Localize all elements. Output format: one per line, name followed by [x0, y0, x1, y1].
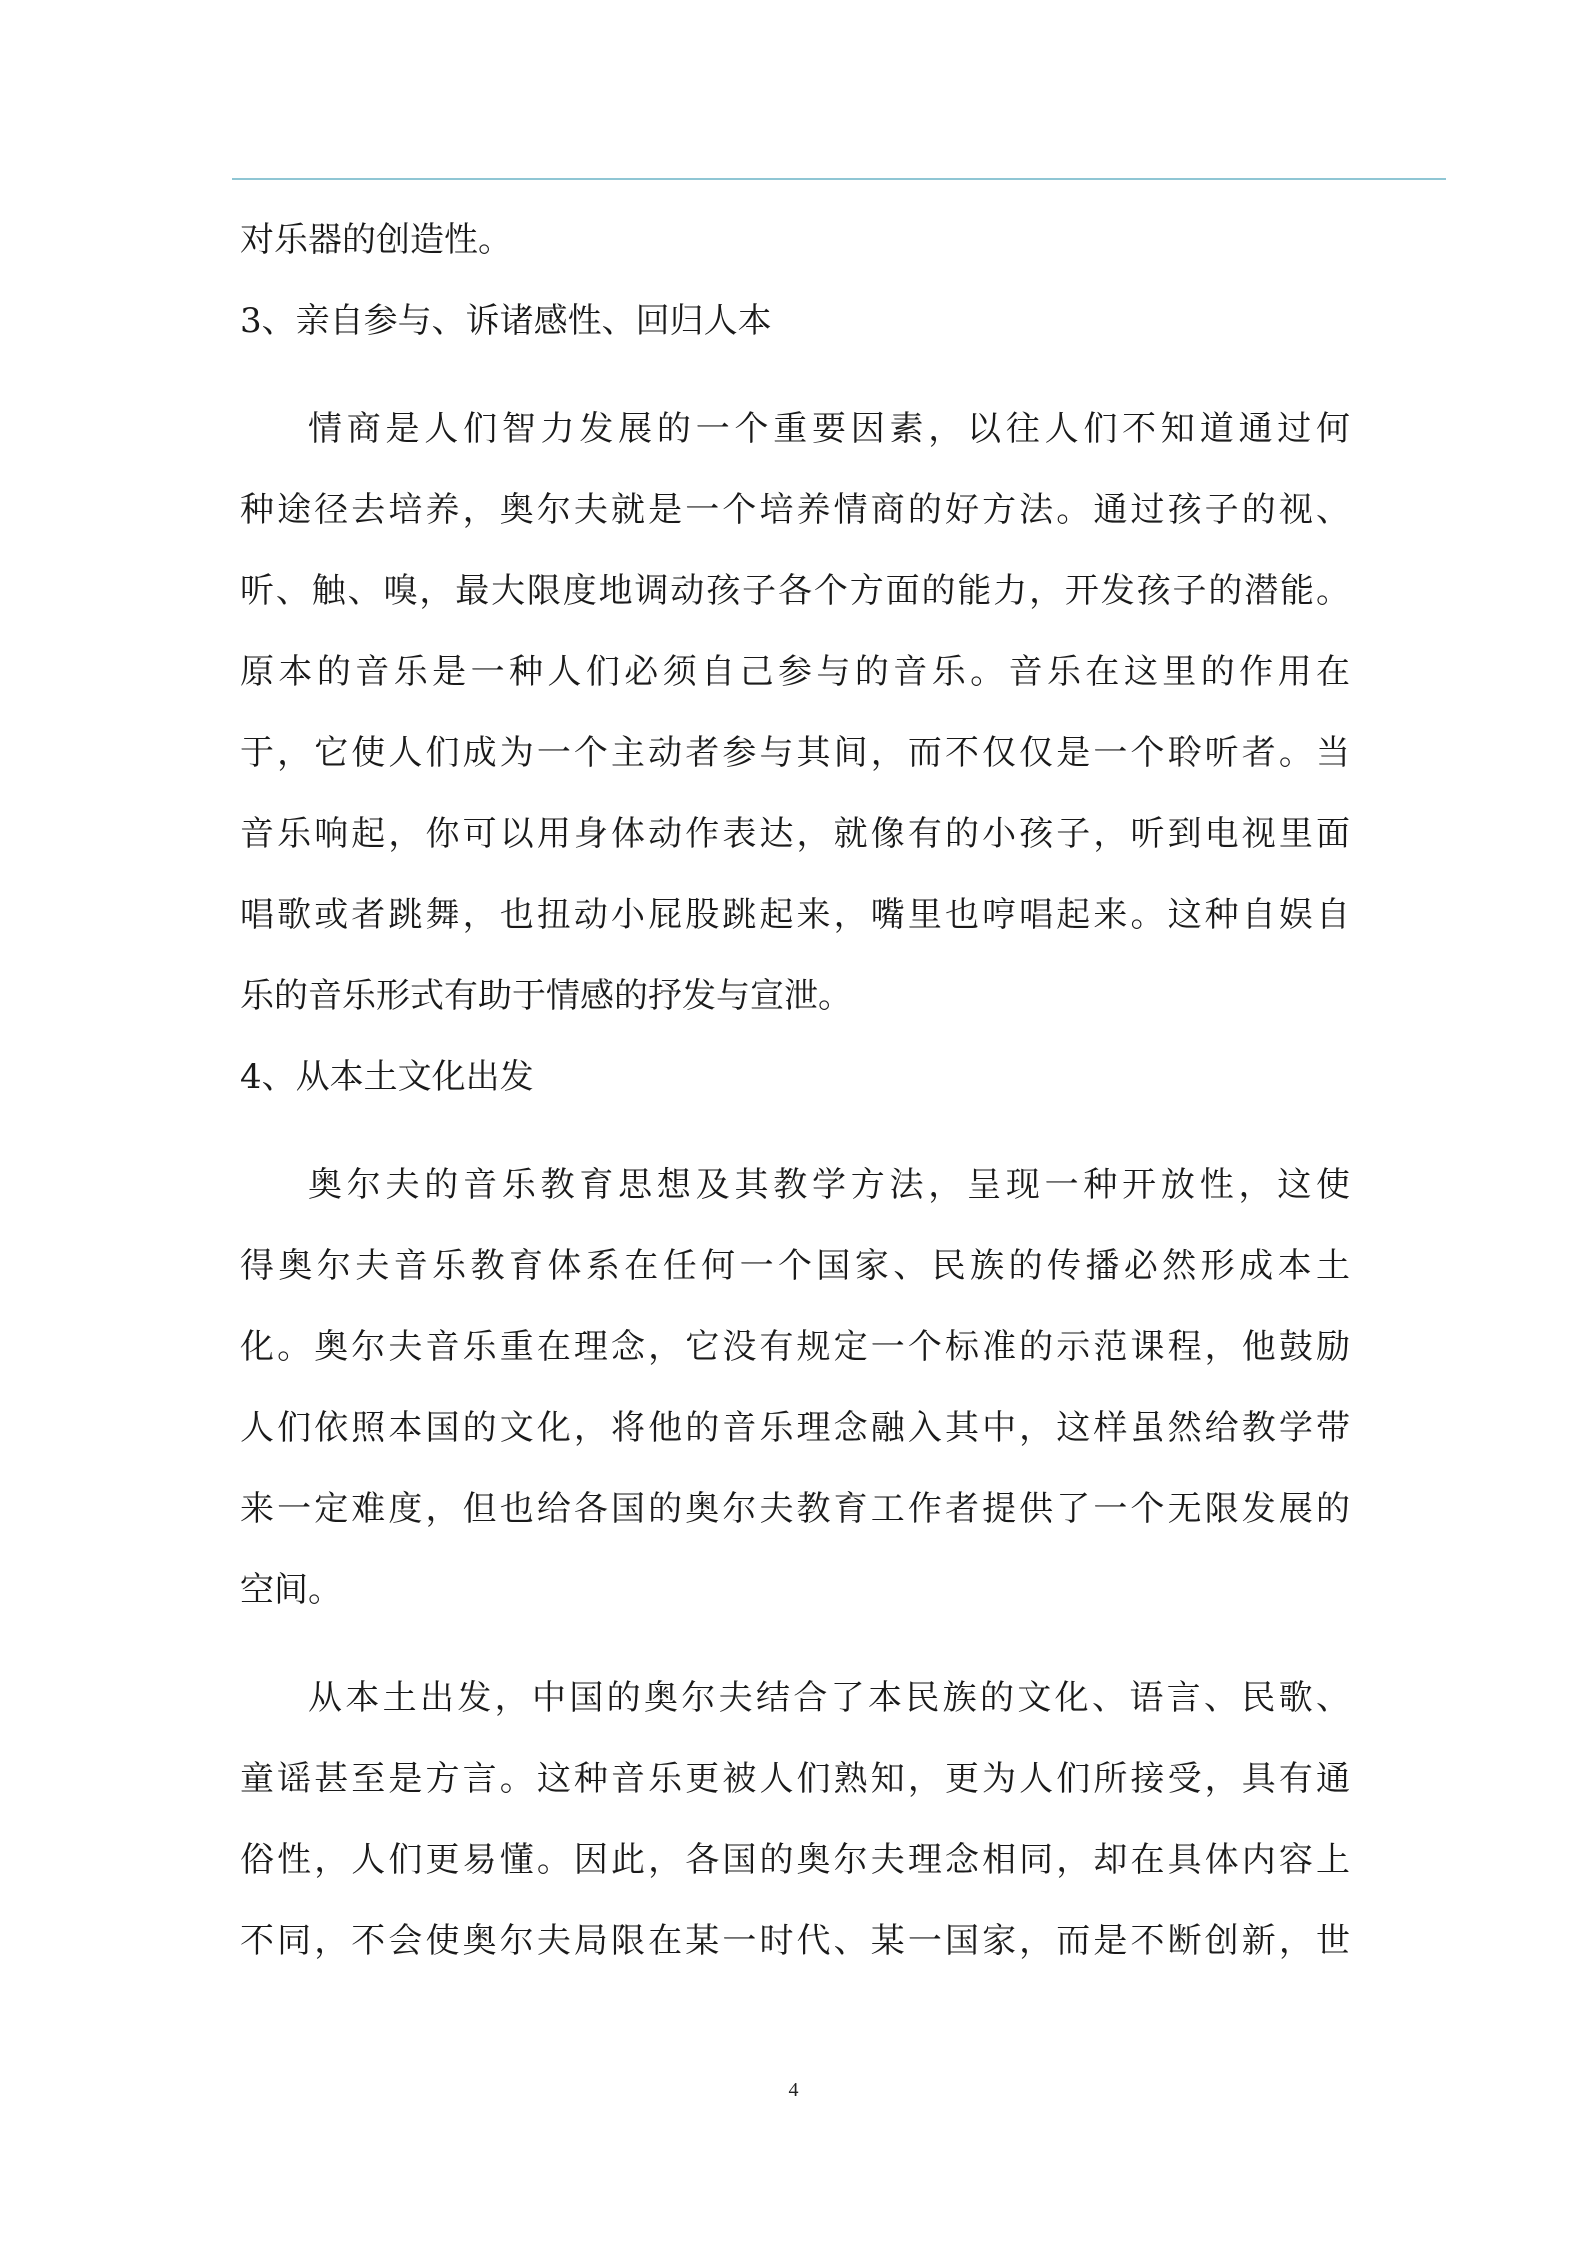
paragraph-line: 情商是人们智力发展的一个重要因素，以往人们不知道通过何	[308, 409, 1350, 449]
section-4-heading: 4、从本土文化出发	[240, 1057, 534, 1097]
section-4-paragraph-2	[240, 1673, 1350, 1966]
paragraph-line: 种途径去培养，奥尔夫就是一个培养情商的好方法。通过孩子的视、	[240, 490, 1350, 530]
paragraph-line: 来一定难度，但也给各国的奥尔夫教育工作者提供了一个无限发展的	[240, 1489, 1350, 1529]
paragraph-line: 乐的音乐形式有助于情感的抒发与宣泄。	[240, 976, 852, 1016]
paragraph-line: 空间。	[240, 1570, 342, 1610]
continuation-line: 对乐器的创造性。	[240, 220, 512, 260]
paragraph-line: 化。奥尔夫音乐重在理念，它没有规定一个标准的示范课程，他鼓励	[240, 1327, 1350, 1367]
paragraph-line: 人们依照本国的文化，将他的音乐理念融入其中，这样虽然给教学带	[240, 1408, 1350, 1448]
paragraph-line: 童谣甚至是方言。这种音乐更被人们熟知，更为人们所接受，具有通	[240, 1759, 1350, 1799]
header-rule	[232, 178, 1446, 180]
paragraph-line: 于，它使人们成为一个主动者参与其间，而不仅仅是一个聆听者。当	[240, 733, 1350, 773]
paragraph-line: 奥尔夫的音乐教育思想及其教学方法，呈现一种开放性，这使	[308, 1165, 1350, 1205]
paragraph-line: 原本的音乐是一种人们必须自己参与的音乐。音乐在这里的作用在	[240, 652, 1350, 692]
page-content	[240, 215, 1350, 1966]
paragraph-line: 听、触、嗅，最大限度地调动孩子各个方面的能力，开发孩子的潜能。	[240, 571, 1350, 611]
paragraph-line: 唱歌或者跳舞，也扭动小屁股跳起来，嘴里也哼唱起来。这种自娱自	[240, 895, 1350, 935]
page-number: 4	[788, 2079, 799, 2101]
paragraph-line: 俗性，人们更易懂。因此，各国的奥尔夫理念相同，却在具体内容上	[240, 1840, 1350, 1880]
paragraph-line: 得奥尔夫音乐教育体系在任何一个国家、民族的传播必然形成本土	[240, 1246, 1350, 1286]
section-3-paragraph	[240, 404, 1350, 1021]
paragraph-line: 音乐响起，你可以用身体动作表达，就像有的小孩子，听到电视里面	[240, 814, 1350, 854]
section-4-paragraph-1	[240, 1160, 1350, 1615]
section-3-heading: 3、亲自参与、诉诸感性、回归人本	[240, 301, 772, 341]
paragraph-line: 从本土出发，中国的奥尔夫结合了本民族的文化、语言、民歌、	[308, 1678, 1350, 1718]
paragraph-line: 不同，不会使奥尔夫局限在某一时代、某一国家，而是不断创新，世	[240, 1921, 1350, 1961]
